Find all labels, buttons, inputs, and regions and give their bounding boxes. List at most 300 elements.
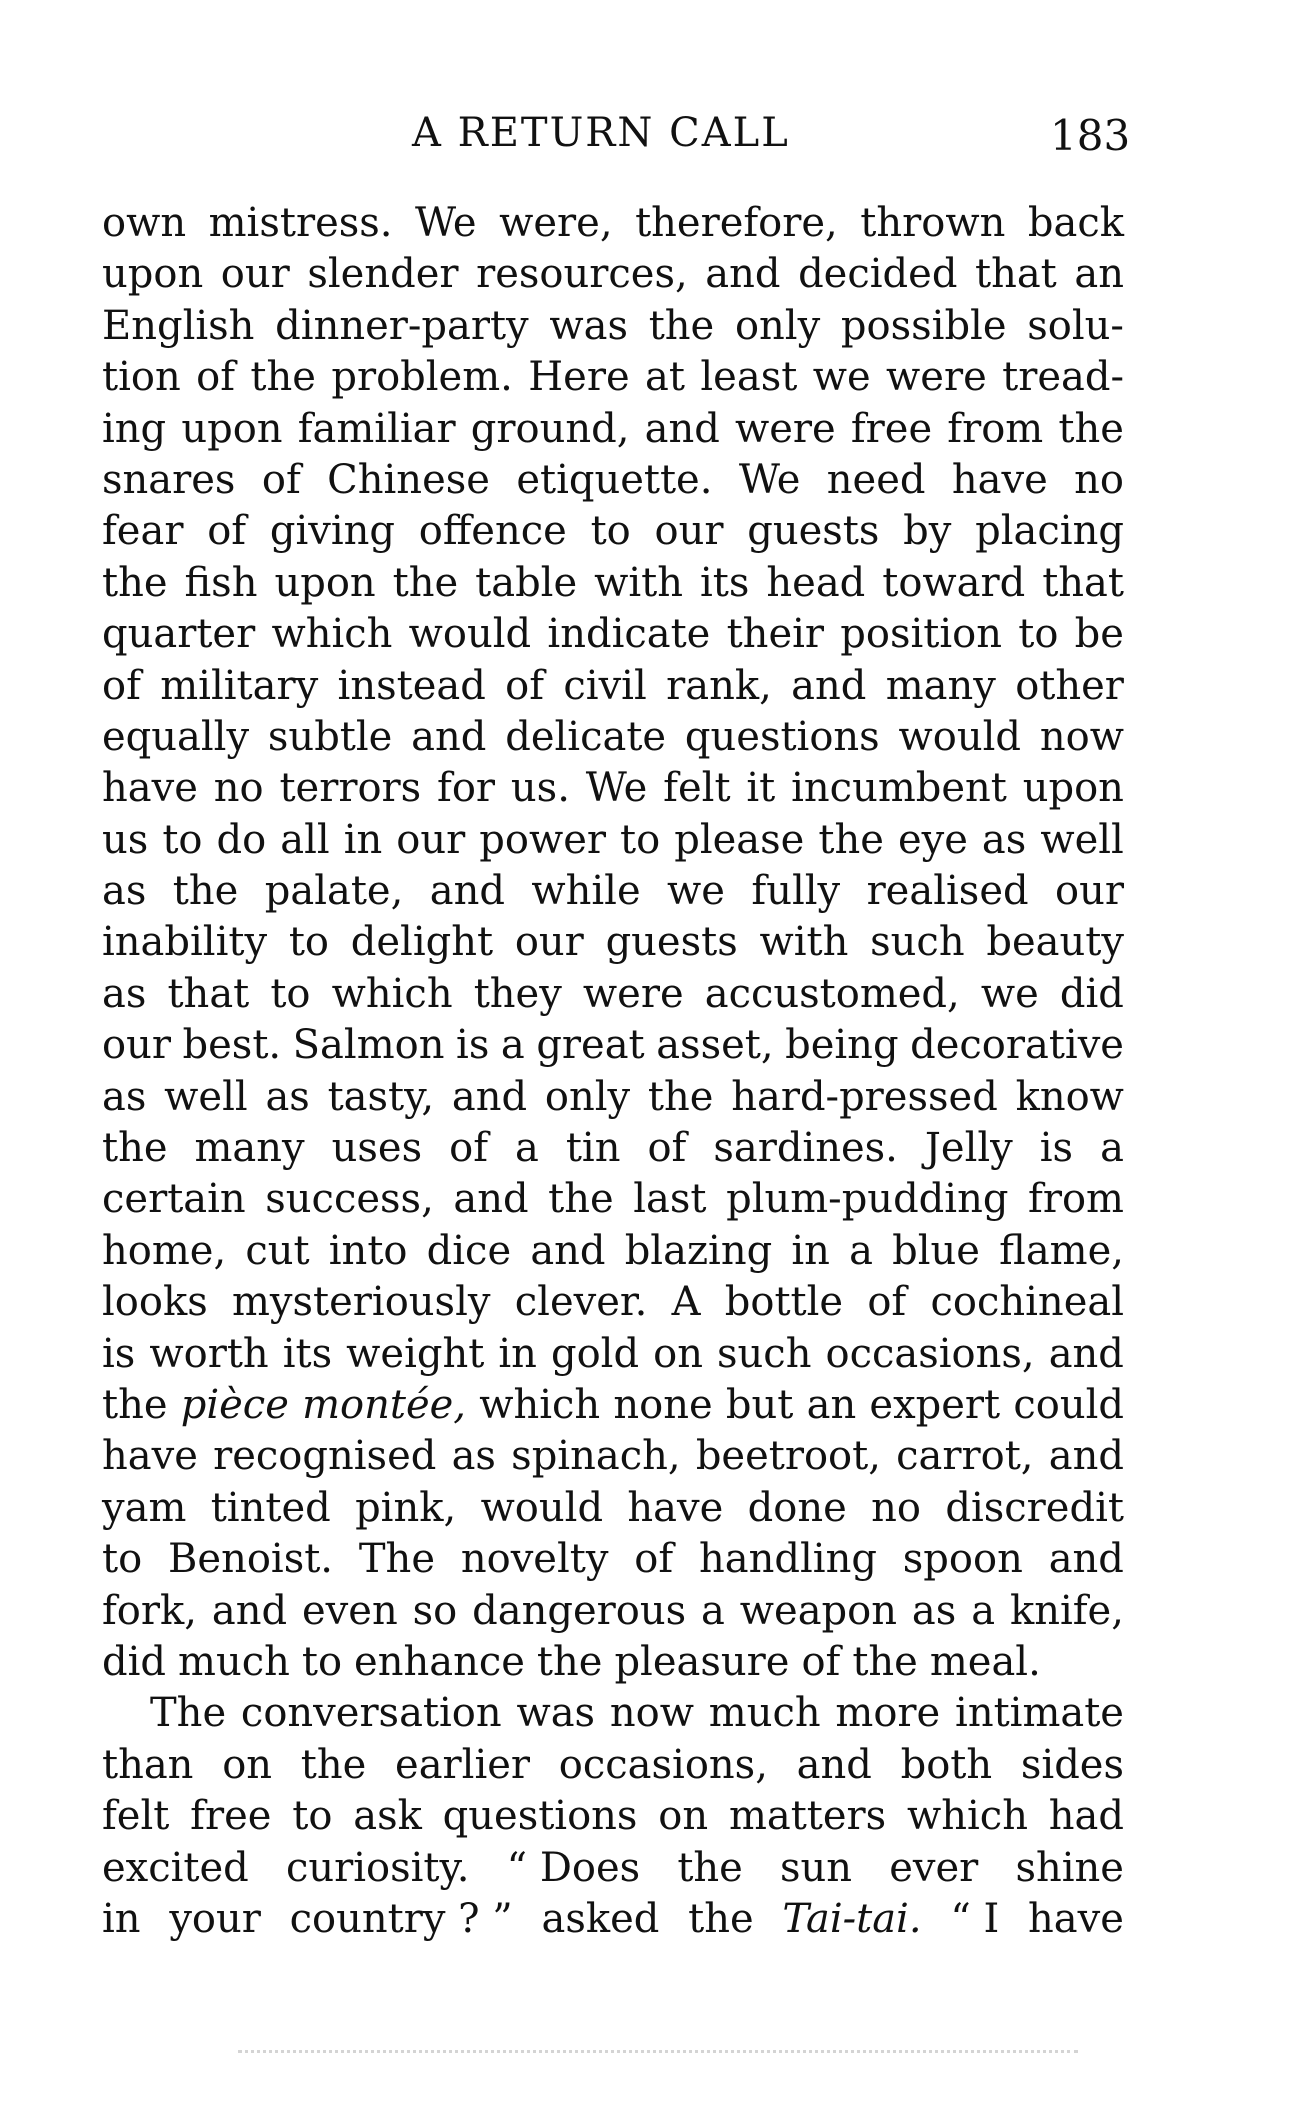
word: on bbox=[222, 1741, 273, 1788]
word: the bbox=[648, 302, 715, 349]
word: much bbox=[708, 1690, 821, 1737]
word: English bbox=[102, 302, 255, 349]
word: of bbox=[801, 1638, 841, 1685]
word: the bbox=[102, 1125, 168, 1172]
word: and bbox=[429, 868, 505, 915]
word: decorative bbox=[910, 1022, 1124, 1069]
word: to bbox=[162, 816, 203, 863]
word: and bbox=[451, 1073, 528, 1120]
word: their bbox=[726, 611, 825, 658]
word: none bbox=[613, 1381, 713, 1428]
text-line bbox=[102, 1586, 1124, 1637]
word: etiquette. bbox=[516, 456, 713, 503]
text-line bbox=[102, 969, 1124, 1020]
word: and bbox=[211, 1587, 288, 1634]
word: fear bbox=[102, 508, 184, 555]
word: so bbox=[412, 1587, 458, 1634]
word: did bbox=[1059, 970, 1124, 1017]
word: position bbox=[840, 611, 1002, 658]
word: to bbox=[102, 1536, 143, 1583]
word: of bbox=[207, 508, 247, 555]
word: no bbox=[213, 765, 264, 812]
word: decided bbox=[798, 251, 958, 298]
word: us. bbox=[510, 765, 570, 812]
page-number: 183 bbox=[1050, 111, 1131, 160]
word: discredit bbox=[945, 1484, 1124, 1531]
word: is bbox=[456, 1022, 490, 1069]
word: best. bbox=[182, 1022, 282, 1069]
word: our bbox=[514, 919, 584, 966]
body-text bbox=[102, 198, 1124, 1945]
word: and bbox=[644, 405, 720, 452]
word: carrot, bbox=[896, 1433, 1034, 1480]
text-line bbox=[102, 1740, 1124, 1791]
word: in bbox=[102, 1895, 141, 1942]
word: realised bbox=[866, 868, 1029, 915]
word: hard-pressed bbox=[731, 1073, 998, 1120]
word: that bbox=[167, 970, 250, 1017]
word: occasions, bbox=[558, 1741, 768, 1788]
word: asked bbox=[541, 1895, 660, 1942]
word: with bbox=[594, 559, 684, 606]
word: of bbox=[196, 354, 236, 401]
word: have bbox=[102, 765, 198, 812]
word: instead bbox=[337, 662, 486, 709]
word: bottle bbox=[724, 1279, 844, 1326]
word: uses bbox=[331, 1125, 423, 1172]
word: “ I bbox=[950, 1895, 1000, 1942]
word: The bbox=[358, 1536, 435, 1583]
text-line bbox=[102, 1226, 1124, 1277]
word: “ Does bbox=[506, 1844, 641, 1891]
word: done bbox=[747, 1484, 847, 1531]
word: in bbox=[791, 1227, 830, 1274]
word: certain bbox=[102, 1176, 246, 1223]
word: and bbox=[453, 1176, 529, 1223]
word: the bbox=[300, 1741, 367, 1788]
word: placing bbox=[975, 508, 1124, 555]
word: the bbox=[677, 1844, 743, 1891]
word: was bbox=[516, 1690, 596, 1737]
word: to bbox=[301, 1638, 343, 1685]
word: than bbox=[102, 1741, 194, 1788]
word: well bbox=[164, 1073, 248, 1120]
word: equally bbox=[102, 713, 250, 760]
word: our bbox=[654, 508, 724, 555]
text-line bbox=[102, 506, 1124, 557]
text-line bbox=[102, 763, 1124, 814]
word: excited bbox=[102, 1844, 249, 1891]
text-line bbox=[102, 917, 1124, 968]
word: the bbox=[536, 1638, 603, 1685]
word: delight bbox=[350, 919, 494, 966]
word: they bbox=[473, 970, 562, 1017]
word: to bbox=[270, 970, 311, 1017]
bottom-print-trace bbox=[238, 2050, 1078, 2059]
word: back bbox=[1027, 200, 1124, 246]
word: now bbox=[609, 1690, 694, 1737]
word: of bbox=[634, 1536, 674, 1583]
word: ing bbox=[102, 405, 167, 452]
word: even bbox=[302, 1587, 398, 1634]
word: by bbox=[903, 508, 952, 555]
word: accustomed, bbox=[704, 970, 960, 1017]
word: as bbox=[102, 1073, 147, 1120]
word: terrors bbox=[279, 765, 422, 812]
word: power bbox=[479, 816, 607, 863]
word: as bbox=[102, 868, 147, 915]
word: upon bbox=[102, 251, 204, 298]
word: that bbox=[1042, 559, 1124, 606]
word: Jelly bbox=[924, 1125, 1013, 1172]
word: tasty, bbox=[327, 1073, 435, 1120]
word: quarter bbox=[102, 611, 256, 658]
word: both bbox=[900, 1741, 993, 1788]
word: the bbox=[647, 1073, 714, 1120]
word: and bbox=[1048, 1433, 1124, 1480]
text-line bbox=[102, 1894, 1124, 1945]
word: an bbox=[1074, 251, 1124, 298]
word: it bbox=[746, 765, 776, 812]
word: the bbox=[102, 1381, 168, 1428]
word: the bbox=[548, 1176, 614, 1223]
word: free bbox=[190, 1793, 272, 1840]
word: possible bbox=[840, 302, 1007, 349]
word: yam bbox=[102, 1484, 187, 1531]
word: dinner-party bbox=[275, 302, 529, 349]
text-line bbox=[102, 609, 1124, 660]
word: therefore, bbox=[635, 200, 838, 246]
word: knife, bbox=[1009, 1587, 1124, 1634]
word: questions bbox=[684, 713, 880, 760]
word: had bbox=[1048, 1793, 1124, 1840]
word: which bbox=[907, 1793, 1028, 1840]
word: curiosity. bbox=[285, 1844, 470, 1891]
word: were bbox=[582, 970, 684, 1017]
word: matters bbox=[728, 1793, 887, 1840]
text-line bbox=[102, 866, 1124, 917]
word: Salmon bbox=[292, 1022, 445, 1069]
text-line bbox=[102, 249, 1124, 300]
word: our bbox=[102, 1022, 171, 1069]
word: earlier bbox=[395, 1741, 531, 1788]
word: have bbox=[1028, 1895, 1124, 1942]
running-head: A RETURN CALL bbox=[412, 110, 790, 156]
word: would bbox=[480, 1484, 604, 1531]
word: our bbox=[220, 251, 290, 298]
word: only bbox=[544, 1073, 631, 1120]
word: its bbox=[700, 559, 750, 606]
word: have bbox=[951, 456, 1048, 503]
word: your bbox=[169, 1895, 261, 1942]
word: could bbox=[1013, 1381, 1124, 1428]
word: resources, bbox=[476, 251, 688, 298]
word: worth bbox=[149, 1330, 269, 1377]
word: no bbox=[871, 1484, 921, 1531]
word: but bbox=[725, 1381, 794, 1428]
word: our bbox=[1055, 868, 1124, 915]
word: table bbox=[475, 559, 578, 606]
word: from bbox=[1028, 1176, 1124, 1223]
word: expert bbox=[869, 1381, 1001, 1428]
word: intimate bbox=[955, 1690, 1124, 1737]
text-line bbox=[102, 455, 1124, 506]
word: head bbox=[766, 559, 866, 606]
word: of bbox=[261, 456, 301, 503]
text-line bbox=[102, 301, 1124, 352]
word: meal. bbox=[929, 1638, 1041, 1685]
word: montée, bbox=[302, 1381, 467, 1428]
word: as bbox=[981, 816, 1027, 863]
word: blazing bbox=[624, 1227, 773, 1274]
text-line bbox=[102, 1791, 1124, 1842]
word: subtle bbox=[267, 713, 393, 760]
word: snares bbox=[102, 456, 236, 503]
word: the bbox=[172, 868, 239, 915]
word: us bbox=[102, 816, 149, 863]
word: as bbox=[265, 1073, 310, 1120]
word: in bbox=[498, 1330, 537, 1377]
word: and bbox=[705, 251, 781, 298]
word: no bbox=[1074, 456, 1124, 503]
word: a bbox=[514, 1125, 539, 1172]
word: Here bbox=[528, 354, 630, 401]
word: to bbox=[1018, 611, 1059, 658]
word: fully bbox=[751, 868, 841, 915]
word: enhance bbox=[354, 1638, 525, 1685]
word: dice bbox=[426, 1227, 512, 1274]
word: of bbox=[647, 1125, 687, 1172]
word: on bbox=[658, 1793, 709, 1840]
word: asset, bbox=[656, 1022, 774, 1069]
word: the bbox=[392, 559, 459, 606]
word: toward bbox=[882, 559, 1026, 606]
word: many bbox=[194, 1125, 305, 1172]
word: were, bbox=[499, 200, 613, 246]
word: inability bbox=[102, 919, 268, 966]
word: tion bbox=[102, 354, 181, 401]
word: eye bbox=[897, 816, 968, 863]
word: while bbox=[531, 868, 641, 915]
text-line bbox=[102, 1483, 1124, 1534]
word: with bbox=[759, 919, 849, 966]
word: of bbox=[102, 662, 141, 709]
word: plum-pudding bbox=[726, 1176, 1009, 1223]
word: beetroot, bbox=[695, 1433, 881, 1480]
text-line bbox=[102, 661, 1124, 712]
word: thrown bbox=[860, 200, 1006, 246]
word: indicate bbox=[547, 611, 711, 658]
word: we bbox=[667, 868, 725, 915]
word: success, bbox=[265, 1176, 434, 1223]
word: the bbox=[688, 1895, 754, 1942]
word: now bbox=[1039, 713, 1124, 760]
word: pleasure bbox=[614, 1638, 790, 1685]
word: we bbox=[812, 354, 871, 401]
word: into bbox=[328, 1227, 408, 1274]
word: which bbox=[271, 611, 393, 658]
word: be bbox=[1074, 611, 1124, 658]
word: tread- bbox=[1002, 354, 1124, 401]
word: pink, bbox=[355, 1484, 457, 1531]
word: of bbox=[505, 662, 545, 709]
word: and bbox=[530, 1227, 606, 1274]
text-line bbox=[102, 1123, 1124, 1174]
word: and bbox=[1048, 1330, 1124, 1377]
word: incumbent bbox=[791, 765, 1007, 812]
word: which bbox=[331, 970, 453, 1017]
word: tinted bbox=[210, 1484, 331, 1531]
word: do bbox=[216, 816, 267, 863]
word: clever. bbox=[514, 1279, 648, 1326]
word: fish bbox=[184, 559, 258, 606]
text-line bbox=[102, 404, 1124, 455]
word: Tai-tai. bbox=[782, 1895, 922, 1942]
word: ask bbox=[353, 1793, 422, 1840]
word: the bbox=[818, 816, 884, 863]
word: shine bbox=[1015, 1844, 1124, 1891]
word: as bbox=[451, 1433, 496, 1480]
word: mysteriously bbox=[232, 1279, 491, 1326]
word: questions bbox=[442, 1793, 638, 1840]
text-line bbox=[102, 352, 1124, 403]
word: and bbox=[791, 662, 867, 709]
word: country ? ” bbox=[289, 1895, 513, 1942]
word: last bbox=[633, 1176, 707, 1223]
word: occasions, bbox=[825, 1330, 1035, 1377]
word: handling bbox=[699, 1536, 877, 1583]
word: more bbox=[835, 1690, 941, 1737]
word: solu- bbox=[1027, 302, 1124, 349]
word: sides bbox=[1020, 1741, 1124, 1788]
word: well bbox=[1040, 816, 1124, 863]
word: many bbox=[885, 662, 996, 709]
word: were bbox=[886, 354, 987, 401]
text-line bbox=[102, 1380, 1124, 1431]
word: ever bbox=[889, 1844, 979, 1891]
word: civil bbox=[563, 662, 647, 709]
word: We bbox=[738, 456, 801, 503]
word: upon bbox=[274, 559, 376, 606]
word: the bbox=[1058, 405, 1124, 452]
word: guests bbox=[747, 508, 880, 555]
word: and bbox=[411, 713, 487, 760]
page-header bbox=[0, 108, 1300, 158]
word: cochineal bbox=[930, 1279, 1124, 1326]
word: from bbox=[947, 405, 1044, 452]
text-line bbox=[102, 558, 1124, 609]
word: would bbox=[408, 611, 532, 658]
word: conversation bbox=[240, 1690, 502, 1737]
word: the bbox=[250, 354, 316, 401]
word: a bbox=[1100, 1125, 1124, 1172]
word: tin bbox=[565, 1125, 621, 1172]
word: to bbox=[590, 508, 631, 555]
word: such bbox=[717, 1330, 812, 1377]
word: mistress. bbox=[208, 200, 393, 246]
word: delicate bbox=[505, 713, 667, 760]
word: was bbox=[549, 302, 628, 349]
word: which bbox=[479, 1381, 601, 1428]
word: at bbox=[645, 354, 685, 401]
word: and bbox=[1048, 1536, 1124, 1583]
text-line bbox=[102, 1174, 1124, 1225]
word: fork, bbox=[102, 1587, 197, 1634]
word: to bbox=[292, 1793, 333, 1840]
text-line bbox=[102, 1329, 1124, 1380]
word: gold bbox=[550, 1330, 640, 1377]
word: need bbox=[826, 456, 926, 503]
word: a bbox=[971, 1587, 996, 1634]
word: is bbox=[102, 1330, 136, 1377]
word: other bbox=[1015, 662, 1124, 709]
text-line bbox=[102, 1637, 1124, 1688]
word: familiar bbox=[297, 405, 456, 452]
word: an bbox=[806, 1381, 857, 1428]
word: upon bbox=[1022, 765, 1124, 812]
word: please bbox=[674, 816, 805, 863]
word: is bbox=[1039, 1125, 1074, 1172]
word: a bbox=[701, 1587, 725, 1634]
word: sun bbox=[780, 1844, 853, 1891]
word: our bbox=[396, 816, 466, 863]
word: a bbox=[500, 1022, 525, 1069]
word: have bbox=[627, 1484, 724, 1531]
text-line bbox=[102, 1534, 1124, 1585]
word: of bbox=[867, 1279, 907, 1326]
word: A bbox=[671, 1279, 701, 1326]
word: being bbox=[785, 1022, 899, 1069]
word: ground, bbox=[470, 405, 630, 452]
word: of bbox=[449, 1125, 488, 1172]
word: rank, bbox=[666, 662, 772, 709]
word: to bbox=[288, 919, 329, 966]
word: in bbox=[343, 816, 383, 863]
word: problem. bbox=[331, 354, 513, 401]
word: spinach, bbox=[511, 1433, 681, 1480]
word: did bbox=[102, 1638, 167, 1685]
word: looks bbox=[102, 1279, 208, 1326]
word: to bbox=[620, 816, 661, 863]
word: giving bbox=[269, 508, 396, 555]
text-line bbox=[102, 712, 1124, 763]
word: dangerous bbox=[472, 1587, 687, 1634]
word: least bbox=[700, 354, 798, 401]
word: all bbox=[280, 816, 330, 863]
word: free bbox=[850, 405, 933, 452]
word: great bbox=[536, 1022, 645, 1069]
text-line bbox=[102, 1277, 1124, 1328]
word: Chinese bbox=[327, 456, 490, 503]
word: slender bbox=[307, 251, 459, 298]
word: know bbox=[1015, 1073, 1124, 1120]
word: recognised bbox=[213, 1433, 437, 1480]
word: Benoist. bbox=[168, 1536, 334, 1583]
text-line bbox=[102, 1020, 1124, 1071]
word: and bbox=[796, 1741, 872, 1788]
word: such bbox=[870, 919, 965, 966]
word: offence bbox=[418, 508, 567, 555]
word: on bbox=[653, 1330, 703, 1377]
word: sardines. bbox=[713, 1125, 898, 1172]
text-line bbox=[102, 1431, 1124, 1482]
word: spoon bbox=[902, 1536, 1023, 1583]
word: felt bbox=[663, 765, 731, 812]
word: its bbox=[282, 1330, 333, 1377]
word: weight bbox=[346, 1330, 485, 1377]
word: as bbox=[102, 970, 147, 1017]
word: upon bbox=[181, 405, 283, 452]
